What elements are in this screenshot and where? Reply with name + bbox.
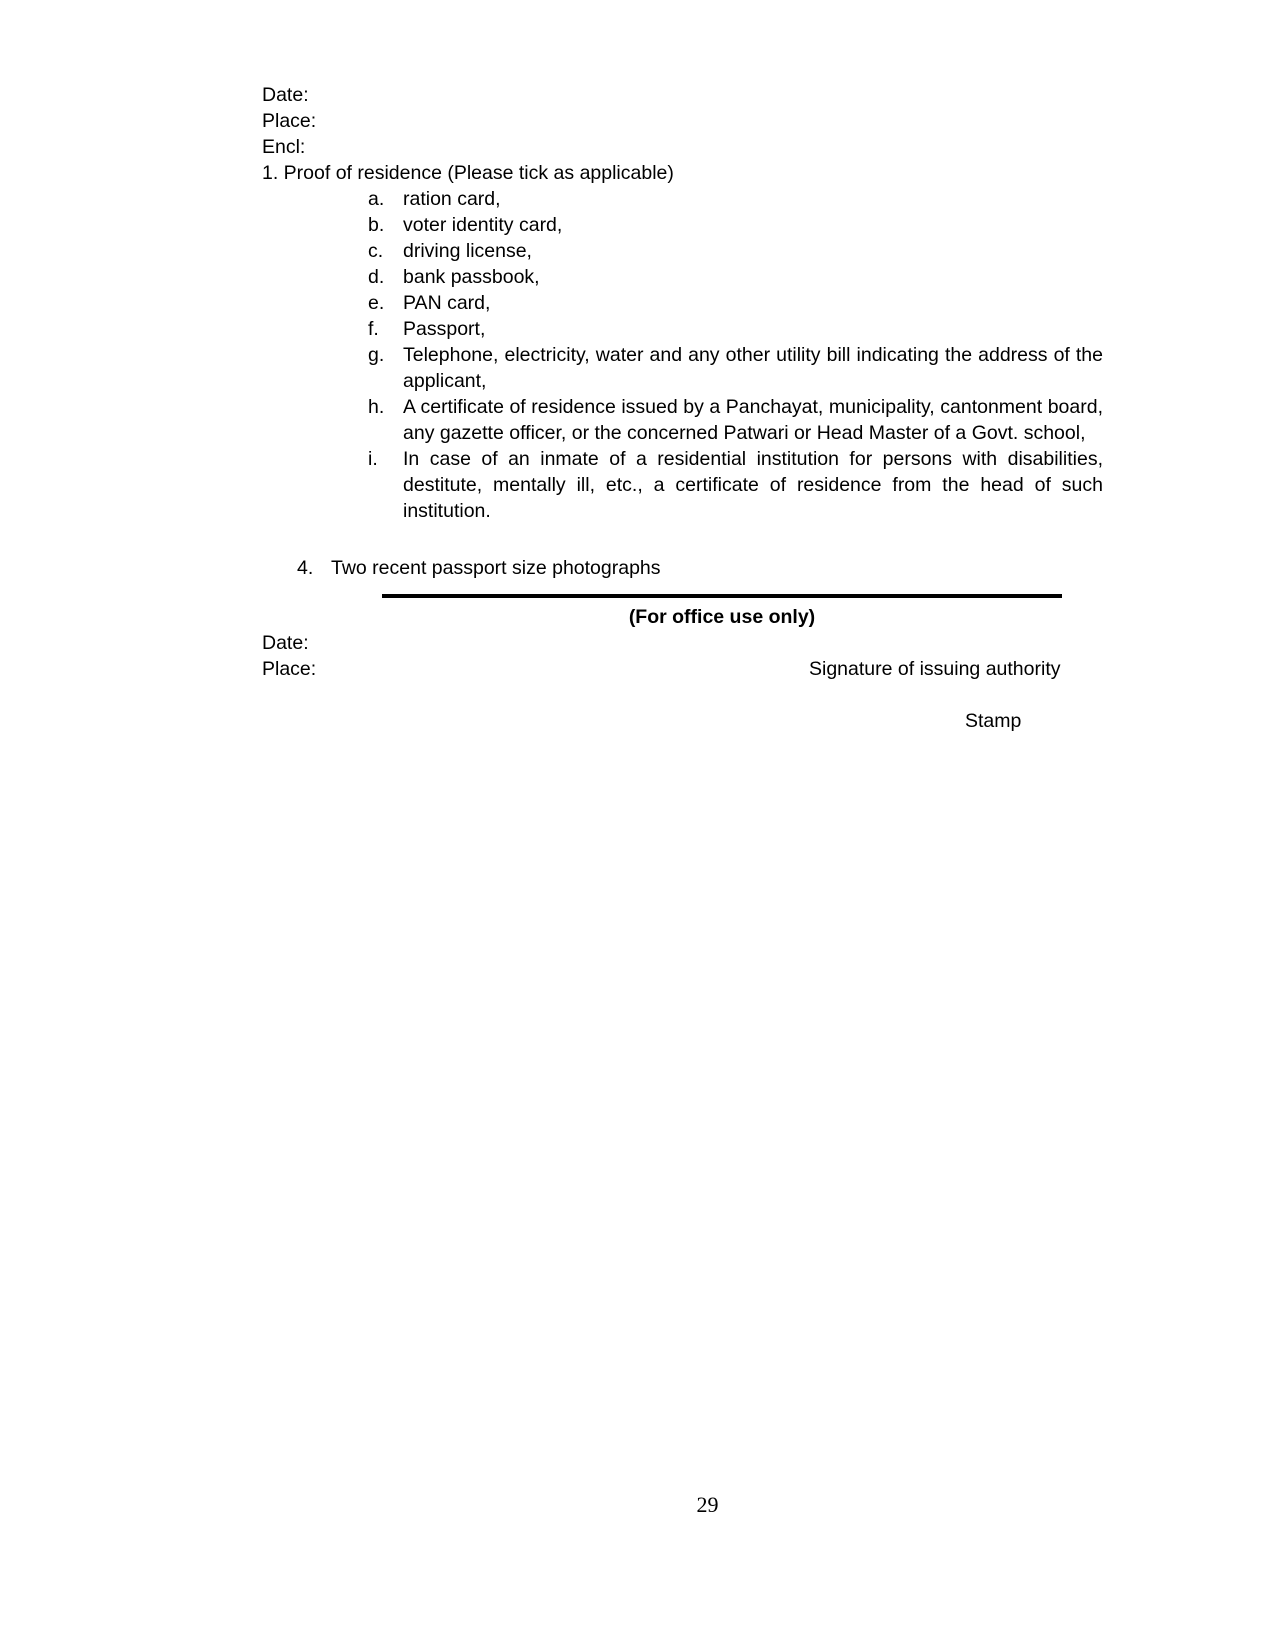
list-item <box>368 238 1103 264</box>
photographs-item <box>297 555 661 581</box>
list-item <box>368 290 1103 316</box>
applicant-footer-block <box>262 82 674 186</box>
proof-of-residence-list <box>368 186 1103 524</box>
list-item-text: bank passbook, <box>403 266 540 288</box>
list-item <box>368 212 1103 238</box>
list-item <box>368 186 1103 212</box>
stamp-label: Stamp <box>965 710 1022 732</box>
list-item-text: Two recent passport size photographs <box>331 557 661 579</box>
place-label: Place: <box>262 110 317 132</box>
list-marker: a. <box>368 188 385 210</box>
list-marker: c. <box>368 240 384 262</box>
list-item <box>368 446 1103 524</box>
list-item <box>368 264 1103 290</box>
list-marker: f. <box>368 318 379 340</box>
list-item-text: In case of an inmate of a residential institution for persons with disabilities, destitute, mentally ill, etc., a certificate of residence from the head of such institution. <box>403 448 1103 522</box>
list-marker: 4. <box>297 557 314 579</box>
list-marker: h. <box>368 396 385 418</box>
office-place-label: Place: <box>262 658 317 680</box>
section-divider <box>382 594 1062 598</box>
list-item-text: Passport, <box>403 318 486 340</box>
list-item-text: A certificate of residence issued by a Panchayat, municipality, cantonment board, any gazette officer, or the concerned Patwari or Head Master of a Govt. school, <box>403 396 1103 444</box>
list-item <box>368 342 1103 394</box>
list-marker: d. <box>368 266 385 288</box>
list-item-text: ration card, <box>403 188 501 210</box>
list-item-text: Telephone, electricity, water and any other utility bill indicating the address of the applicant, <box>403 344 1103 392</box>
list-marker: e. <box>368 292 385 314</box>
list-item <box>368 316 1103 342</box>
date-label: Date: <box>262 84 309 106</box>
list-marker: i. <box>368 448 378 470</box>
office-date-label: Date: <box>262 632 309 654</box>
list-item-text: driving license, <box>403 240 532 262</box>
list-marker: b. <box>368 214 385 236</box>
office-use-heading: (For office use only) <box>628 606 816 628</box>
proof-of-residence-heading: 1. Proof of residence (Please tick as applicable) <box>262 162 674 184</box>
list-marker: g. <box>368 344 385 366</box>
page-number: 29 <box>696 1492 719 1517</box>
encl-label: Encl: <box>262 136 306 158</box>
signature-label: Signature of issuing authority <box>809 658 1061 680</box>
list-item-text: PAN card, <box>403 292 491 314</box>
list-item <box>368 394 1103 446</box>
list-item-text: voter identity card, <box>403 214 563 236</box>
